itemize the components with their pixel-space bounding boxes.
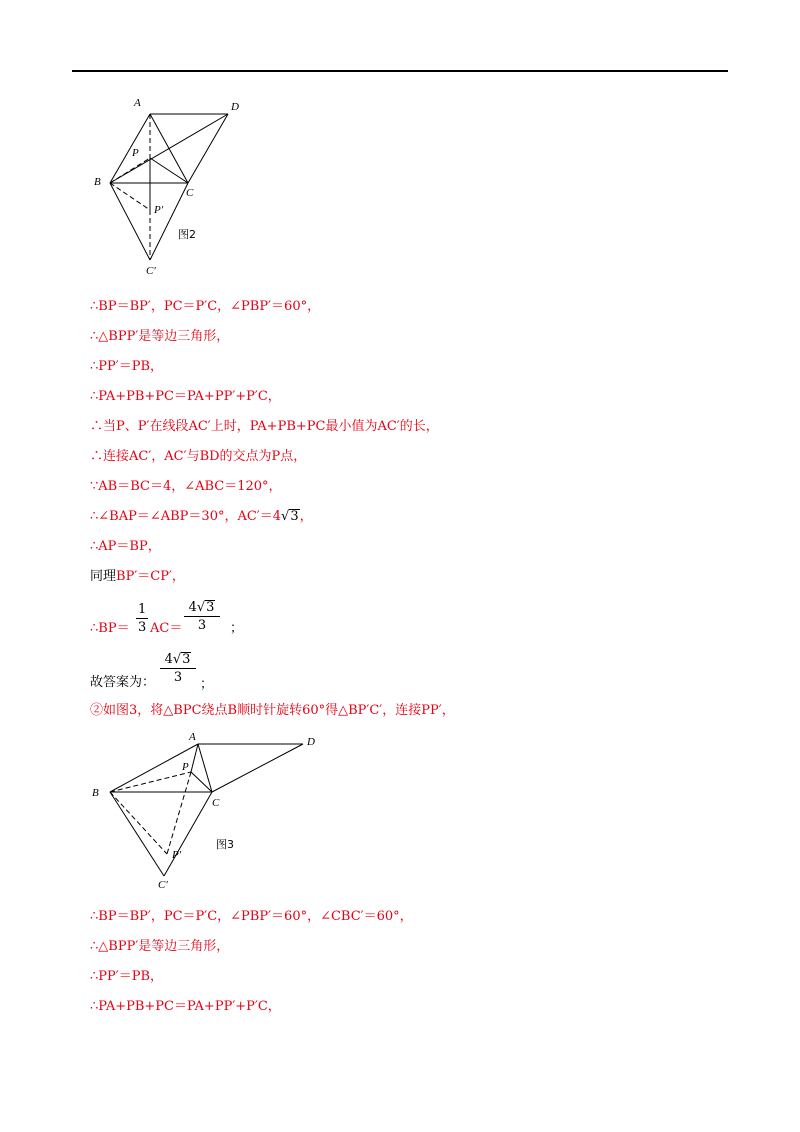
label-P-prime: P′ (154, 204, 164, 216)
sqrt-line-prefix: ∴∠BAP＝∠ABP＝30°，AC′＝4 (90, 509, 282, 524)
bp-prefix: ∴BP＝ (90, 621, 130, 636)
fraction-num-coef: 4 (188, 600, 197, 615)
fraction-num: 4√3 (184, 600, 220, 617)
proof2-line-3: ∴PP′＝PB， (90, 969, 164, 984)
answer-prefix: 故答案为： (90, 675, 156, 690)
figure-3-caption: 图3 (216, 838, 234, 851)
label-A: A (189, 731, 196, 743)
bp-suffix: ； (230, 621, 244, 636)
sqrt-radicand: 3 (290, 509, 299, 524)
answer-suffix: ； (200, 677, 214, 692)
same-prefix: 同理 (90, 569, 117, 584)
figure-2-caption: 图2 (178, 228, 196, 241)
case-2-line: ②如图3，将△BPC绕点B顺时针旋转60°得△BP′C′，连接PP′， (90, 703, 455, 718)
label-C-prime: C′ (158, 879, 168, 891)
answer-fraction (160, 652, 196, 685)
fraction-den: 3 (197, 618, 207, 633)
same-rest: BP′＝CP′， (116, 569, 185, 584)
label-P-prime: P′ (172, 849, 182, 861)
sqrt-line-suffix: ， (299, 509, 313, 524)
answer-fraction-num: 4√3 (160, 652, 196, 669)
label-D: D (307, 736, 315, 748)
proof-line-same (90, 568, 185, 586)
label-B: B (94, 176, 101, 188)
figure-2 (88, 92, 268, 282)
label-D: D (231, 101, 239, 113)
proof2-line-2: ∴△BPP′是等边三角形， (90, 939, 230, 954)
label-P: P (182, 761, 189, 773)
fraction-num-radicand: 3 (206, 600, 215, 615)
proof-line-7: ∵AB＝BC＝4，∠ABC＝120°， (90, 479, 282, 494)
fraction-one-third-num: 1 (138, 602, 147, 617)
bp-mid: AC＝ (150, 621, 183, 636)
proof-line-2: ∴△BPP′是等边三角形， (90, 329, 230, 344)
proof-line-3: ∴PP′＝PB， (90, 359, 164, 374)
label-C: C (186, 187, 194, 199)
header-rule (72, 70, 728, 72)
label-B: B (92, 787, 99, 799)
proof-line-1: ∴BP＝BP′，PC＝P′C，∠PBP′＝60°， (90, 299, 321, 314)
label-A: A (134, 97, 141, 109)
answer-num-radicand: 3 (182, 652, 191, 667)
sqrt-symbol: √ (281, 509, 290, 524)
proof-line-6: ∴连接AC′，AC′与BD的交点为P点， (90, 449, 307, 464)
label-C-prime: C′ (146, 265, 156, 277)
fraction-one-third-den: 3 (138, 620, 147, 635)
proof-line-ap: ∴AP＝BP， (90, 539, 161, 554)
proof-line-5: ∴当P、P′在线段AC′上时，PA+PB+PC最小值为AC′的长， (90, 419, 439, 434)
figure-3 (88, 726, 328, 896)
proof-line-sqrt (90, 508, 313, 526)
fraction-one-third (136, 602, 148, 635)
label-P: P (132, 147, 139, 159)
fraction-four-root-three (184, 600, 220, 633)
proof2-line-1: ∴BP＝BP′，PC＝P′C，∠PBP′＝60°，∠CBC′＝60°， (90, 909, 413, 924)
answer-fraction-den: 3 (173, 670, 183, 685)
label-C: C (212, 797, 220, 809)
proof2-line-4: ∴PA+PB+PC＝PA+PP′+P′C， (90, 999, 281, 1014)
proof-line-4: ∴PA+PB+PC＝PA+PP′+P′C， (90, 389, 281, 404)
answer-num-coef: 4 (164, 652, 173, 667)
